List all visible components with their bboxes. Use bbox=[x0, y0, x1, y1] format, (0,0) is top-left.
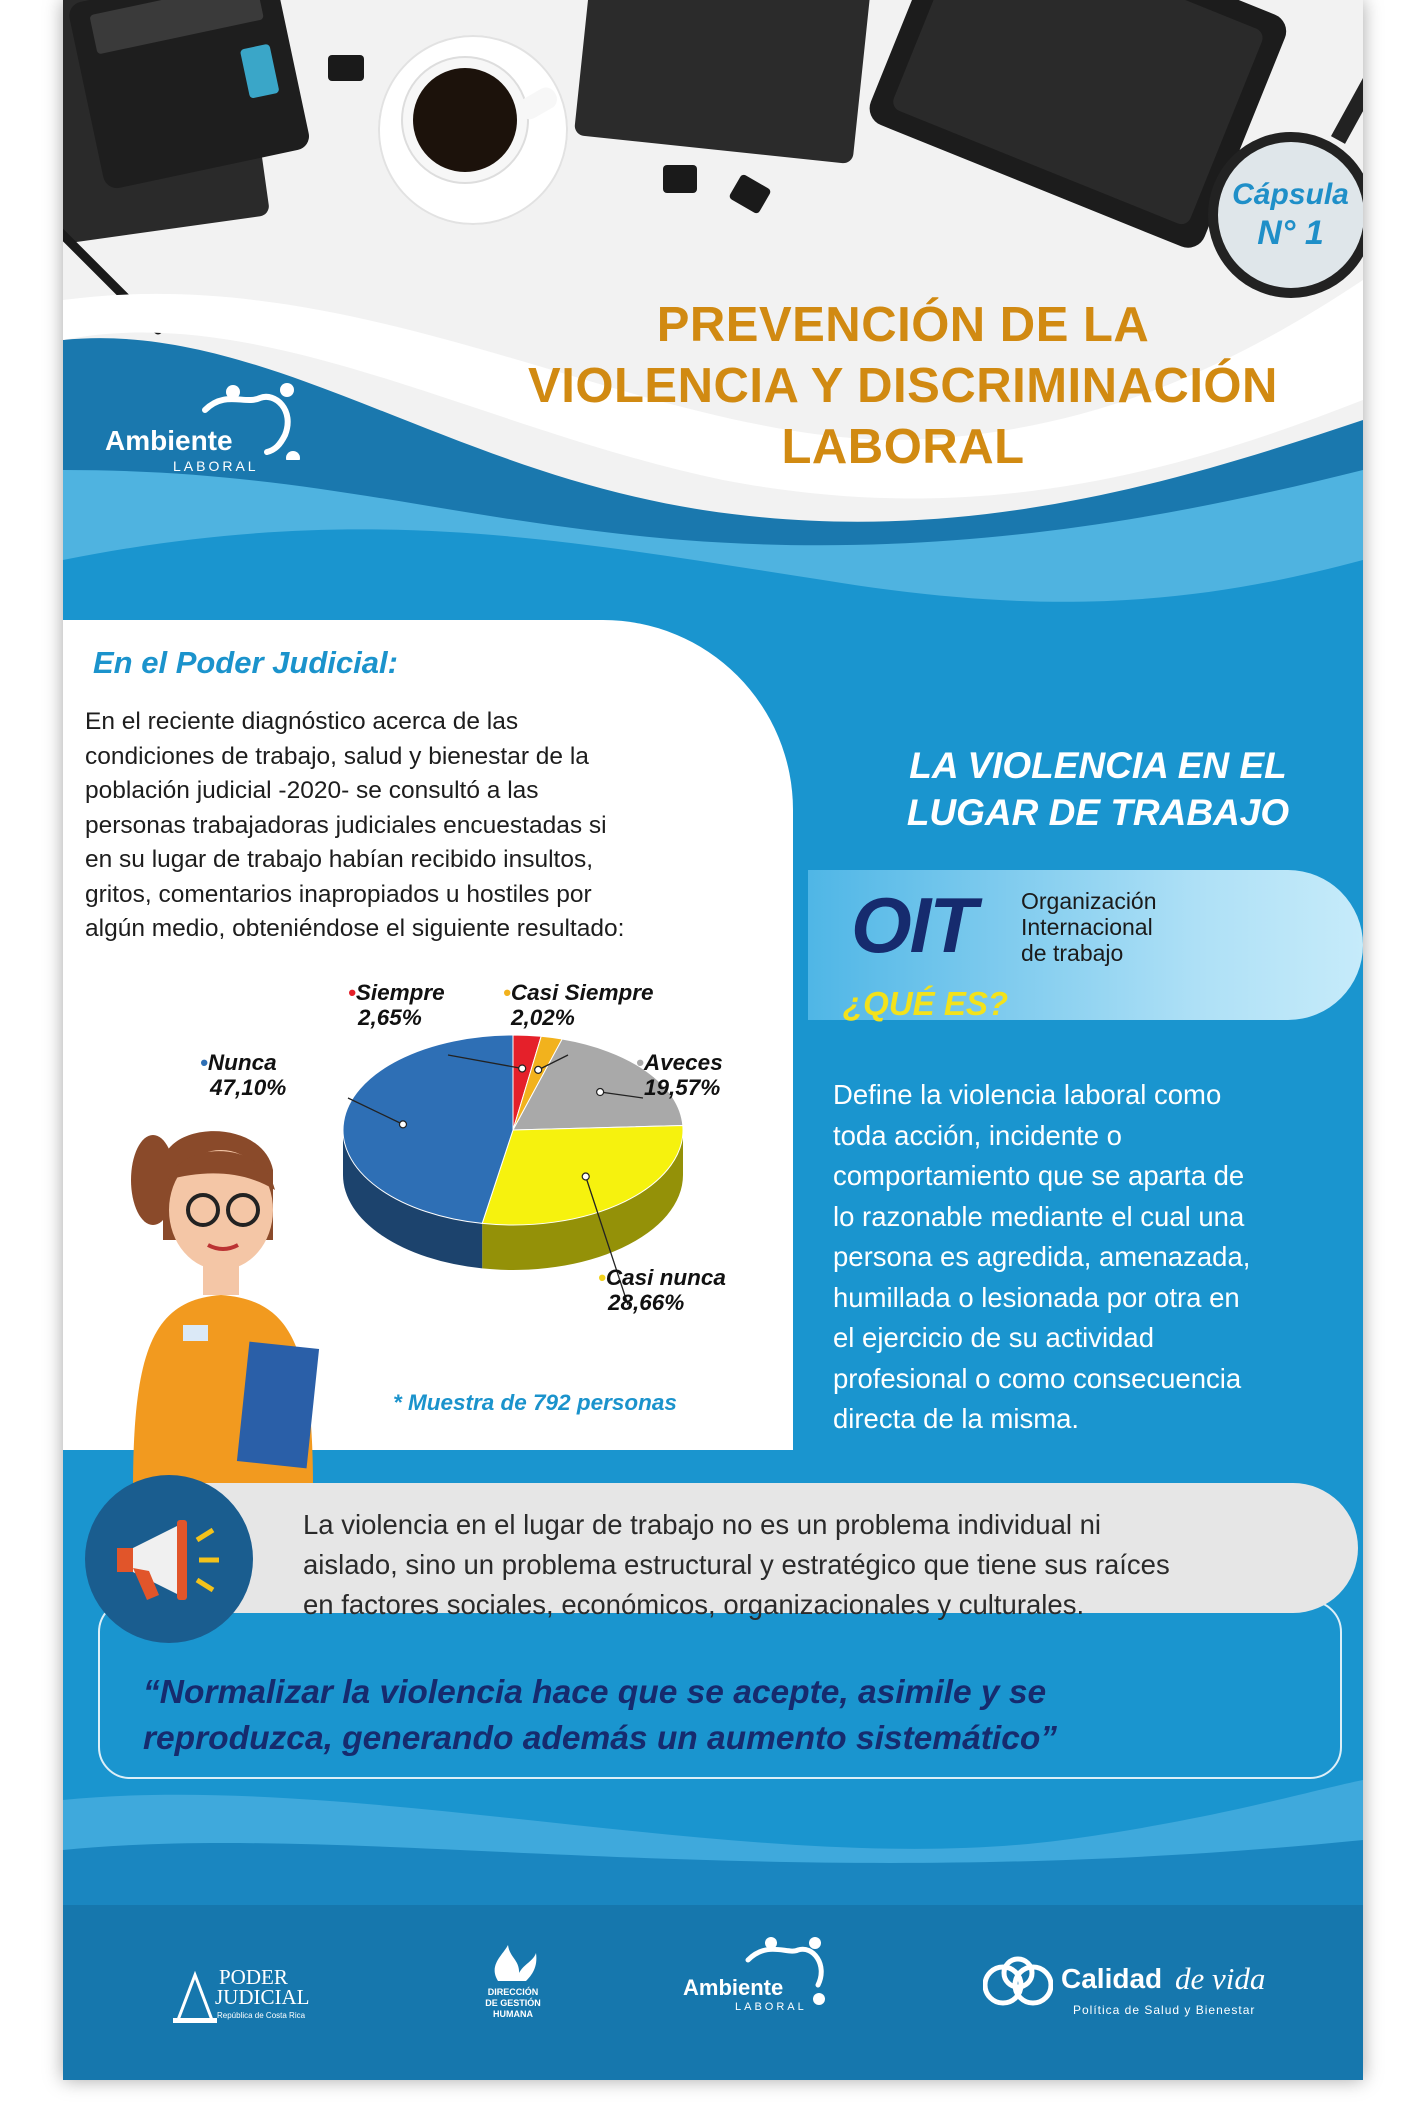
que-es-label: ¿QUÉ ES? bbox=[843, 985, 1009, 1022]
definition-line: persona es agredida, amenazada, bbox=[833, 1241, 1251, 1272]
statement-text bbox=[303, 1505, 1343, 1625]
label-nunca-name: Nunca bbox=[207, 1050, 277, 1075]
card-line: condiciones de trabajo, salud y bienestar de la bbox=[85, 742, 589, 770]
infographic-poster bbox=[63, 0, 1363, 2080]
leader-dot-casi-siempre bbox=[535, 1066, 542, 1073]
ambiente-laboral-logo bbox=[105, 380, 345, 480]
calidad-de-vida-logo bbox=[983, 1955, 1303, 2025]
statement-line: aislado, sino un problema estructural y estratégico que tiene sus raíces bbox=[303, 1549, 1170, 1580]
page-title bbox=[453, 295, 1353, 478]
label-casi-siempre-value: 2,02% bbox=[511, 1005, 575, 1030]
definition-line: directa de la misma. bbox=[833, 1403, 1080, 1434]
oit-line: Organización bbox=[1021, 888, 1157, 914]
logo-sub-text: LABORAL bbox=[173, 458, 259, 474]
poder-judicial-logo bbox=[173, 1965, 323, 2035]
footer-ambiente-sub: LABORAL bbox=[735, 2001, 807, 2013]
label-siempre-value: 2,65% bbox=[358, 1005, 422, 1030]
cv-main: Calidad bbox=[1061, 1963, 1163, 1994]
dgh-line: DE GESTIÓN bbox=[485, 1998, 541, 2008]
violence-heading bbox=[838, 742, 1358, 836]
normalizing-quote bbox=[143, 1670, 1303, 1762]
pj-subtitle: República de Costa Rica bbox=[217, 2011, 306, 2020]
card-line: personas trabajadoras judiciales encuestadas si bbox=[85, 811, 607, 839]
definition-line: el ejercicio de su actividad bbox=[833, 1322, 1155, 1353]
quote-line-1: “Normalizar la violencia hace que se acepte, asimile y se bbox=[143, 1674, 1047, 1711]
oit-full-name bbox=[1021, 888, 1157, 966]
label-casi-siempre: •Casi Siempre 2,02% bbox=[503, 980, 654, 1030]
label-casi-nunca-name: Casi nunca bbox=[605, 1265, 726, 1290]
definition-line: Define la violencia laboral como bbox=[833, 1079, 1222, 1110]
gestion-humana-logo bbox=[473, 1945, 553, 2035]
megaphone-icon bbox=[109, 1505, 229, 1615]
definition-line: humillada o lesionada por otra en bbox=[833, 1281, 1240, 1313]
card-line: gritos, comentarios inapropiados u hostiles por bbox=[85, 880, 592, 908]
leader-dot-siempre bbox=[519, 1065, 526, 1072]
title-line-2: VIOLENCIA Y DISCRIMINACIÓN bbox=[528, 359, 1278, 413]
flame-icon bbox=[488, 1945, 538, 1983]
footer-ambiente-main: Ambiente bbox=[683, 1975, 784, 2000]
definition-text bbox=[833, 1075, 1353, 1440]
label-siempre-name: Siempre bbox=[355, 980, 445, 1005]
sample-note: * Muestra de 792 personas bbox=[393, 1390, 677, 1415]
title-line-3: LABORAL bbox=[781, 420, 1025, 474]
definition-line: profesional o como consecuencia bbox=[833, 1362, 1242, 1394]
card-line: En el reciente diagnóstico acerca de las bbox=[85, 708, 519, 735]
leader-dot-nunca bbox=[399, 1121, 406, 1128]
quote-line-2: reproduzca, generando además un aumento sistemático” bbox=[143, 1720, 1058, 1757]
logo-main-text: Ambiente bbox=[105, 425, 233, 456]
violence-heading-line-2: LUGAR DE TRABAJO bbox=[906, 792, 1290, 833]
dgh-text bbox=[473, 1987, 553, 2020]
label-siempre: •Siempre 2,65% bbox=[348, 980, 445, 1030]
definition-line: lo razonable mediante el cual una bbox=[833, 1200, 1245, 1232]
statement-line: La violencia en el lugar de trabajo no es un problema individual ni bbox=[303, 1509, 1102, 1540]
label-casi-siempre-name: Casi Siempre bbox=[510, 980, 654, 1005]
pj-line-1: PODER bbox=[219, 1965, 288, 1989]
footer-ambiente-logo bbox=[683, 1935, 833, 2015]
oit-acronym: OIT bbox=[851, 881, 975, 969]
oit-line: Internacional bbox=[1021, 914, 1153, 940]
leader-dot-aveces bbox=[597, 1089, 604, 1096]
card-paragraph bbox=[85, 705, 785, 947]
card-line: en su lugar de trabajo habían recibido insultos, bbox=[85, 846, 594, 873]
label-aveces-name: Aveces bbox=[643, 1050, 723, 1075]
cv-script: de vida bbox=[1175, 1961, 1266, 1996]
capsule-label: Cápsula bbox=[1232, 178, 1349, 211]
leader-dot-casi-nunca bbox=[582, 1173, 589, 1180]
statement-line: en factores sociales, económicos, organizacionales y culturales. bbox=[303, 1589, 1085, 1620]
label-aveces: •Aveces 19,57% bbox=[636, 1050, 723, 1100]
title-line-1: PREVENCIÓN DE LA bbox=[656, 298, 1150, 352]
seal-icon bbox=[173, 1970, 217, 2025]
cv-subtitle: Política de Salud y Bienestar bbox=[1073, 2003, 1256, 2017]
capsule-number: N° 1 bbox=[1257, 214, 1324, 252]
label-aveces-value: 19,57% bbox=[644, 1075, 721, 1100]
oit-line: de trabajo bbox=[1021, 940, 1124, 966]
label-casi-nunca: •Casi nunca 28,66% bbox=[598, 1265, 726, 1315]
card-line: algún medio, obteniéndose el siguiente resultado: bbox=[85, 915, 625, 942]
lotus-icon bbox=[983, 1955, 1053, 2010]
pj-line-2: JUDICIAL bbox=[215, 1985, 310, 2009]
card-heading: En el Poder Judicial: bbox=[93, 645, 398, 680]
label-nunca: •Nunca 47,10% bbox=[200, 1050, 287, 1100]
definition-line: toda acción, incidente o bbox=[833, 1119, 1122, 1151]
violence-heading-line-1: LA VIOLENCIA EN EL bbox=[909, 745, 1287, 786]
card-line: población judicial -2020- se consultó a las bbox=[85, 777, 539, 804]
label-casi-nunca-value: 28,66% bbox=[608, 1290, 685, 1315]
dgh-line: HUMANA bbox=[493, 2009, 533, 2019]
definition-line: comportamiento que se aparta de bbox=[833, 1160, 1245, 1191]
megaphone-badge bbox=[85, 1475, 253, 1643]
woman-illustration bbox=[93, 1120, 333, 1490]
capsule-badge bbox=[1203, 150, 1363, 300]
dgh-line: DIRECCIÓN bbox=[487, 1987, 539, 1997]
label-nunca-value: 47,10% bbox=[210, 1075, 287, 1100]
